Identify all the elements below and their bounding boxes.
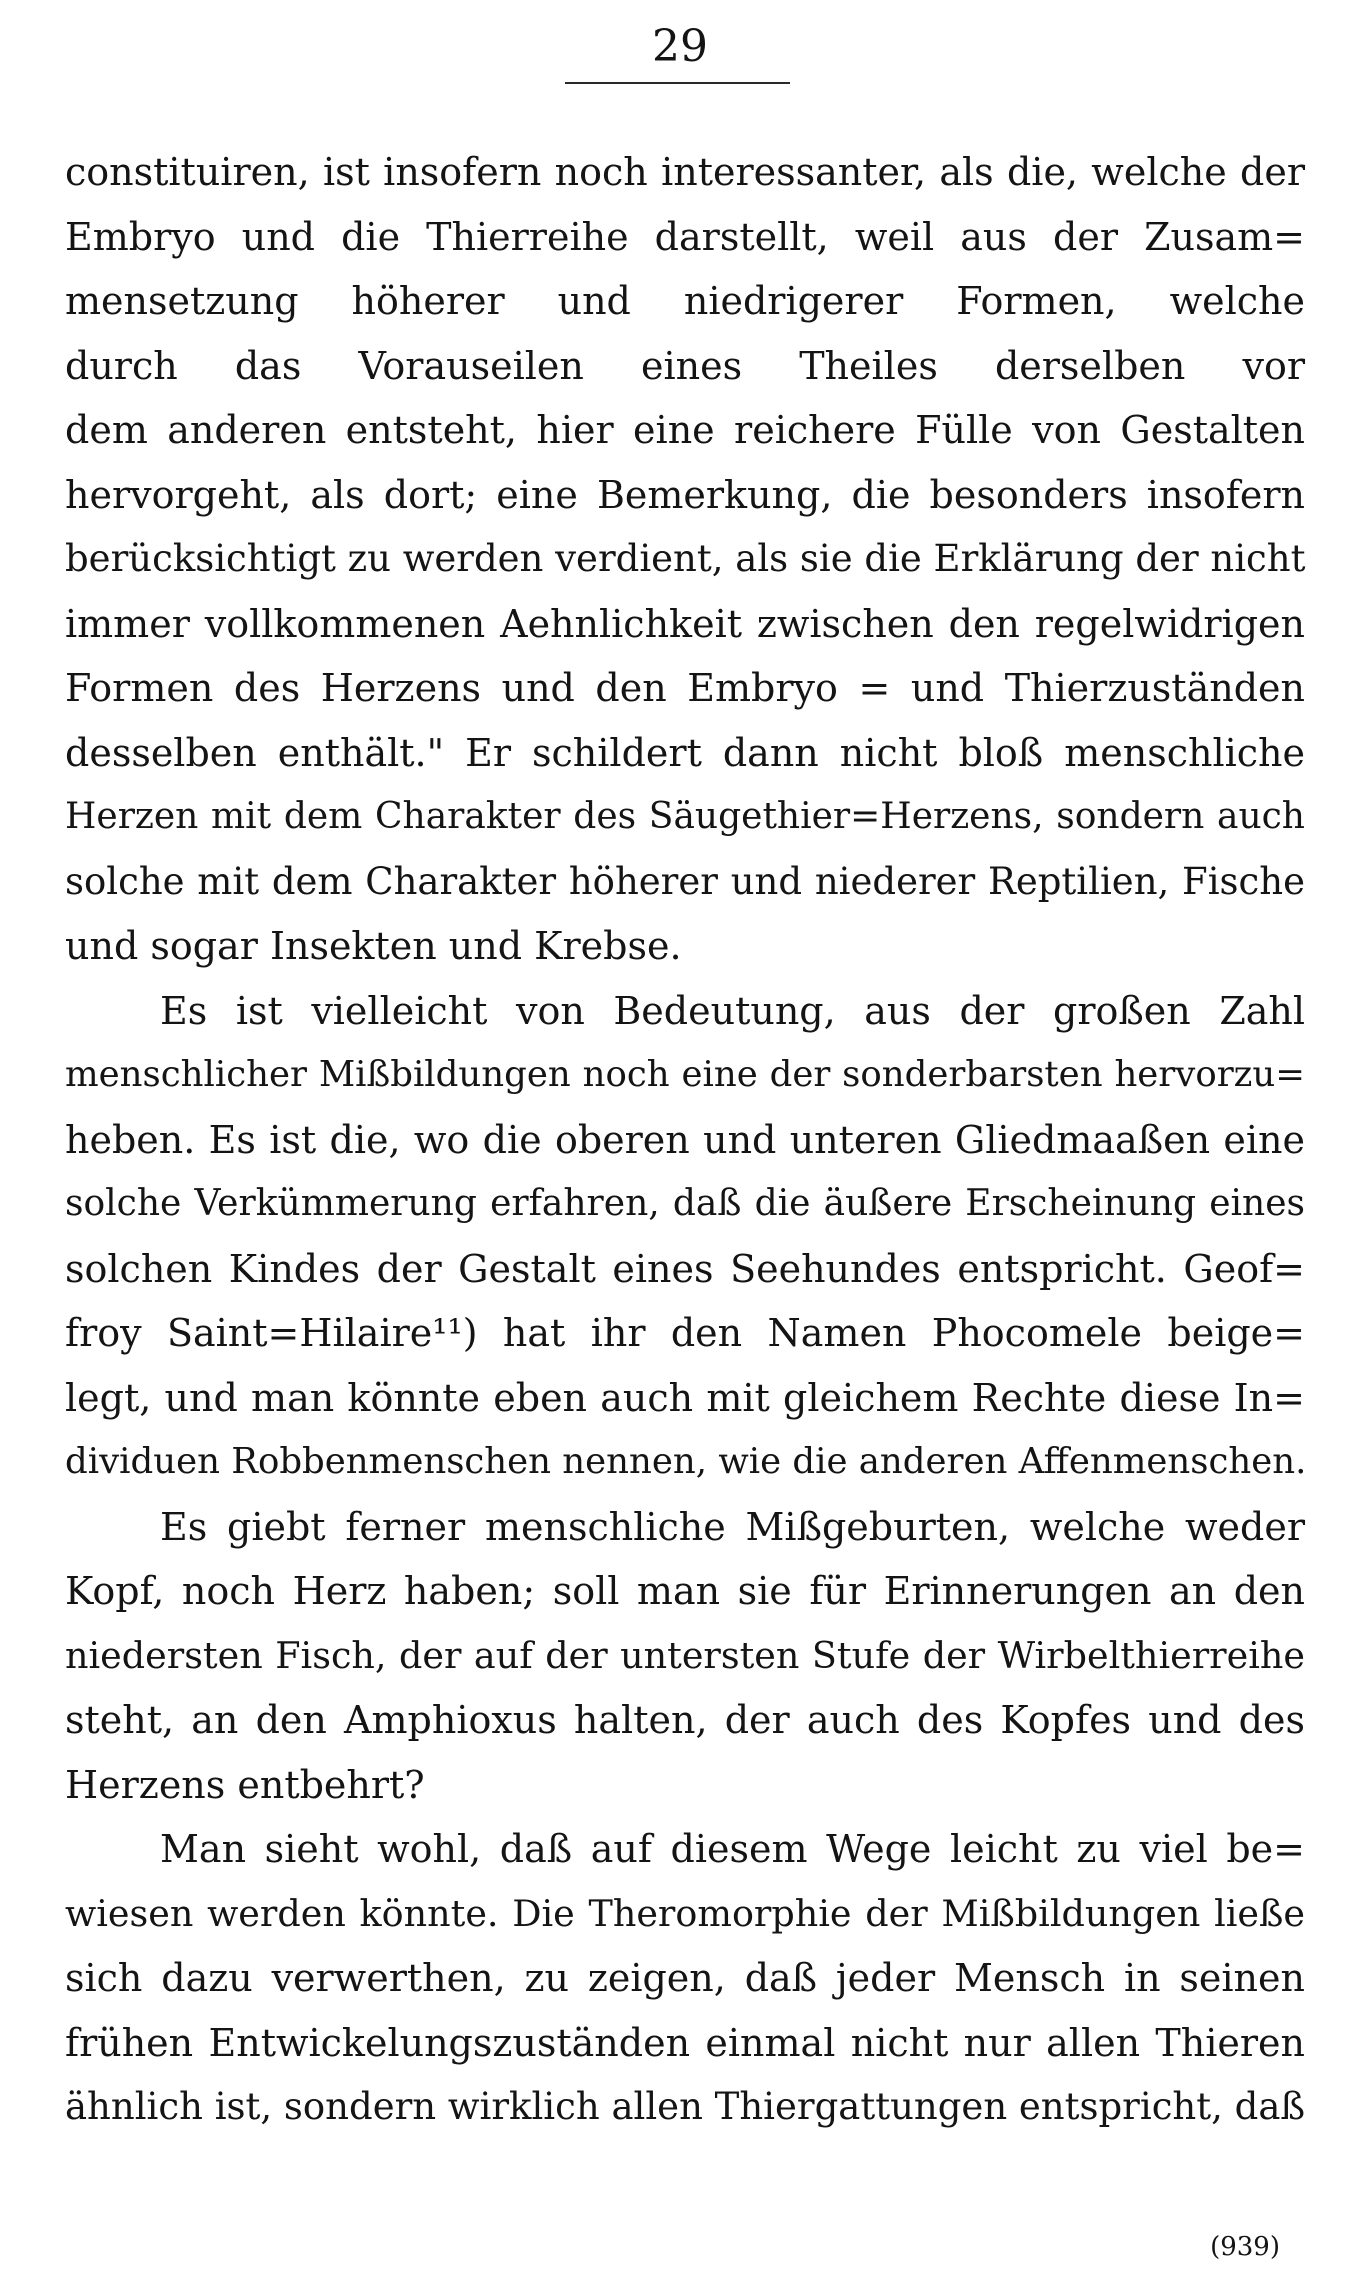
page-number: 29 [652,21,708,72]
body-text [65,140,1305,2140]
text-line: steht, an den Amphioxus halten, der auch des Kopfes und des [65,1698,1305,1742]
text-line: dividuen Robbenmenschen nennen, wie die anderen Affenmenschen. [65,1441,1307,1482]
text-line: Herzens entbehrt? [65,1762,425,1807]
text-line: berücksichtigt zu werden verdient, als sie die Erklärung der nicht [65,537,1306,580]
text-line: froy Saint=Hilaire¹¹) hat ihr den Namen Phocomele beige= [65,1311,1305,1355]
text-line: wiesen werden könnte. Die Theromorphie der Mißbildungen ließe [65,1891,1305,1935]
text-line: ähnlich ist, sondern wirklich allen Thiergattungen entspricht, daß [65,2085,1306,2128]
text-line: solche mit dem Charakter höherer und niederer Reptilien, Fische [65,859,1305,903]
text-line: heben. Es ist die, wo die oberen und unteren Gliedmaaßen eine [65,1117,1305,1162]
text-line: Es giebt ferner menschliche Mißgeburten, welche weder [160,1504,1305,1549]
text-line: desselben enthält." Er schildert dann nicht bloß menschliche [65,730,1305,775]
printer-signature-mark: (939) [1210,2232,1280,2262]
text-line: und sogar Insekten und Krebse. [65,924,682,968]
text-line: Herzen mit dem Charakter des Säugethier=Herzens, sondern auch [65,796,1305,837]
text-line: mensetzung höherer und niedrigerer Formen, welche [65,279,1305,323]
text-line: solchen Kindes der Gestalt eines Seehundes entspricht. Geof= [65,1246,1305,1291]
header-rule [565,82,790,84]
text-line: durch das Vorauseilen eines Theiles derselben vor [65,343,1305,388]
text-line: Kopf, noch Herz haben; soll man sie für Erinnerungen an den [65,1569,1305,1613]
text-line: dem anderen entsteht, hier eine reichere Fülle von Gestalten [65,408,1305,452]
text-line: frühen Entwickelungszuständen einmal nicht nur allen Thieren [65,2020,1305,2065]
text-line: legt, und man könnte eben auch mit gleichem Rechte diese In= [65,1375,1305,1420]
text-line: niedersten Fisch, der auf der untersten Stufe der Wirbelthierreihe [65,1633,1305,1677]
text-line: solche Verkümmerung erfahren, daß die äußere Erscheinung eines [65,1183,1305,1224]
text-line: immer vollkommenen Aehnlichkeit zwischen den regelwidrigen [65,601,1305,646]
text-line: Embryo und die Thierreihe darstellt, weil aus der Zusam= [65,214,1305,259]
text-line: menschlicher Mißbildungen noch eine der sonderbarsten hervorzu= [65,1054,1305,1095]
text-line: Es ist vielleicht von Bedeutung, aus der großen Zahl [160,988,1305,1033]
text-line: sich dazu verwerthen, zu zeigen, daß jeder Mensch in seinen [65,1956,1305,2000]
text-line: hervorgeht, als dort; eine Bemerkung, die besonders insofern [65,472,1305,517]
text-line: Man sieht wohl, daß auf diesem Wege leicht zu viel be= [160,1827,1305,1871]
text-line: Formen des Herzens und den Embryo = und Thierzuständen [65,666,1305,710]
text-line: constituiren, ist insofern noch interessanter, als die, welche der [65,150,1305,194]
